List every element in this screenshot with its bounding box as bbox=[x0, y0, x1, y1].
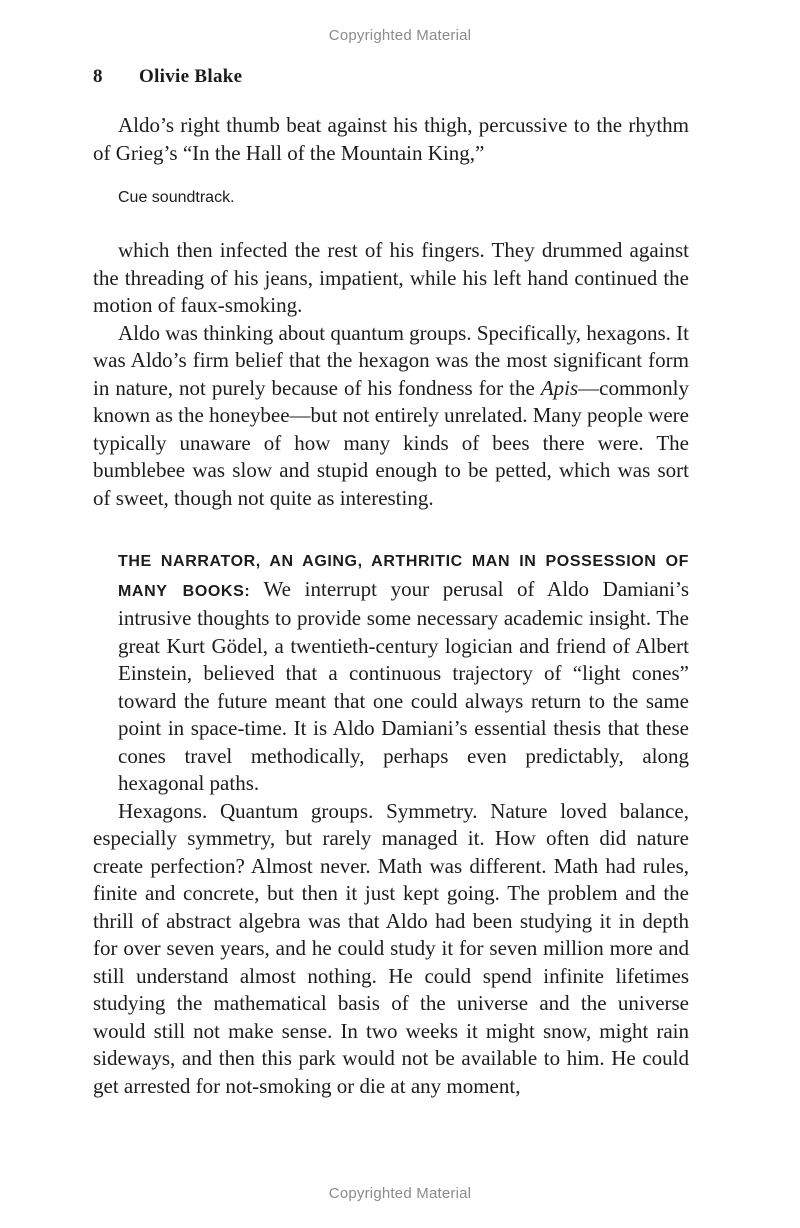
page-number: 8 bbox=[93, 66, 103, 87]
narrator-speaker: THE NARRATOR, AN AGING, ARTHRITIC MAN IN POSSESSION OF MANY BOOKS: bbox=[118, 553, 689, 600]
paragraph-3-text-a: Aldo was thinking about quantum groups. Specifically, hexagons. It was Aldo’s firm belief that the hexagon was the most significant form in nature, not purely because of his fondness for the bbox=[93, 320, 689, 400]
paragraph-4: Hexagons. Quantum groups. Symmetry. Nature loved balance, especially symmetry, but rarely managed it. How often did nature create perfection? Almost never. Math was different. Math had rules, finite and concrete, but then it just kept going. The problem and the thrill of abstract algebra was that Aldo had been studying it in depth for over seven years, and he could study it for seven million more and still understand almost nothing. He could spend infinite lifetimes studying the mathematical basis of the universe and the universe would still not make sense. In two weeks it might snow, might rain sideways, and then this park would not be available to him. He could get arrested for not-smoking or die at any moment, bbox=[93, 798, 689, 1098]
narrator-text: We interrupt your perusal of Aldo Damiani’s intrusive thoughts to provide some necessary academic insight. The great Kurt Gödel, a twentieth-century logician and friend of Albert Einstein, believed that a continuous trajectory of “light cones” toward the future meant that one could always return to the same point in space-time. It is Aldo Damiani’s essential thesis that these cones travel methodically, perhaps even predictably, along hexagonal paths. bbox=[118, 576, 689, 795]
paragraph-1: Aldo’s right thumb beat against his thigh, percussive to the rhythm of Grieg’s “In the Hall of the Mountain King,” bbox=[93, 113, 689, 165]
copyright-watermark-top: Copyrighted Material bbox=[328, 27, 472, 44]
paragraph-3-text-b: —commonly known as the honeybee—but not entirely unrelated. Many people were typically unaware of how many kinds of bees there were. The bumblebee was slow and stupid enough to be petted, which was sort of sweet, though not quite as interesting. bbox=[93, 375, 689, 510]
running-header bbox=[93, 66, 242, 88]
paragraph-3-italic: Apis bbox=[540, 375, 579, 400]
author-name: Olivie Blake bbox=[139, 66, 243, 87]
stage-cue: Cue soundtrack. bbox=[118, 189, 235, 206]
page-body bbox=[93, 112, 689, 1100]
paragraph-2: which then infected the rest of his fingers. They drummed against the threading of his jeans, impatient, while his left hand continued the motion of faux-smoking. bbox=[93, 238, 689, 317]
paragraph-3 bbox=[93, 320, 689, 513]
copyright-watermark-bottom: Copyrighted Material bbox=[328, 1185, 472, 1202]
narrator-block bbox=[118, 546, 689, 798]
